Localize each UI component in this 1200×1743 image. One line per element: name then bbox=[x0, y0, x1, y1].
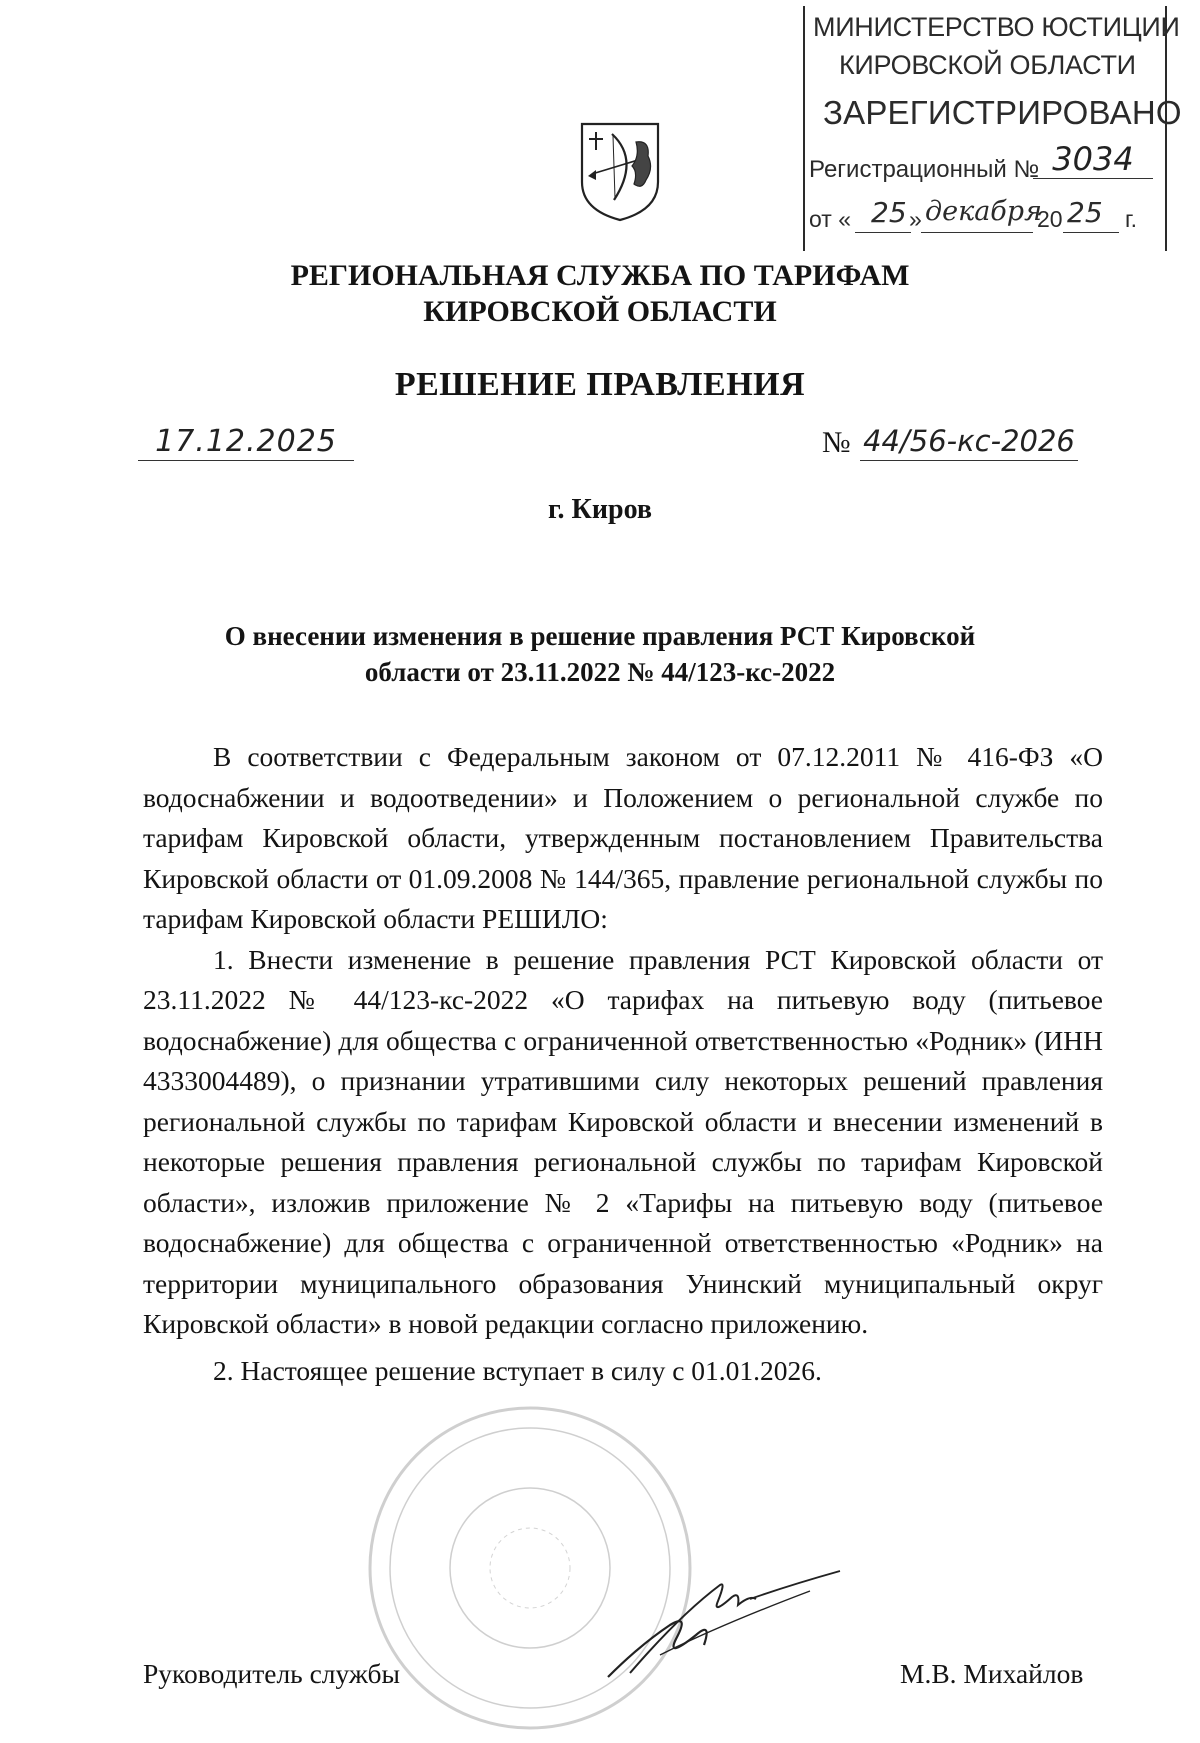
subject-line-2: области от 23.11.2022 № 44/123-кс-2022 bbox=[364, 657, 836, 687]
stamp-year-underline bbox=[1063, 232, 1119, 233]
signatory-name: М.В. Михайлов bbox=[900, 1658, 1084, 1689]
organization-line-2: КИРОВСКОЙ ОБЛАСТИ bbox=[423, 295, 777, 328]
decision-item-1: 1. Внести изменение в решение правления РСТ Кировской области от 23.11.2022 № 44/123-кс-2022 «О тарифах на питьевую воду (питьевое водоснабжение) для общества с ограниченной ответственностью «Родник» (ИНН 4333004489), о признании утратившими силу некоторых решений правления региональной службы по тарифам Кировской области и внесении изменений в некоторые решения правления региональной службы по тарифам Кировской области», изложив приложение № 2 «Тарифы на питьевую воду (питьевое водоснабжение) для общества с ограниченной ответственностью «Родник» на территории муниципального образования Унинский муниципальный округ Кировской области» в новой редакции согласно приложению. bbox=[143, 943, 1103, 1339]
organization-name bbox=[160, 258, 1040, 330]
stamp-month-underline bbox=[921, 232, 1033, 233]
stamp-date-suffix: г. bbox=[1125, 206, 1137, 232]
preamble-paragraph: В соответствии с Федеральным законом от 07.12.2011 № 416-ФЗ «О водоснабжении и водоотведении» и Положением о региональной службе по тарифам Кировской области, утвержденным постановлением Правительства Кировской области от 01.09.2008 № 144/365, правление региональной службы по тарифам Кировской области РЕШИЛО: bbox=[143, 741, 1103, 934]
decision-item-2: 2. Настоящее решение вступает в силу с 01.01.2026. bbox=[213, 1354, 822, 1386]
decision-date: 17.12.2025 bbox=[138, 424, 354, 461]
stamp-ministry: МИНИСТЕРСТВО ЮСТИЦИИ bbox=[813, 12, 1180, 42]
organization-line-1: РЕГИОНАЛЬНАЯ СЛУЖБА ПО ТАРИФАМ bbox=[290, 259, 910, 292]
document-type: РЕШЕНИЕ ПРАВЛЕНИЯ bbox=[394, 366, 806, 403]
stamp-day-underline bbox=[855, 232, 911, 233]
stamp-date-day: 25 bbox=[871, 196, 907, 229]
stamp-status: ЗАРЕГИСТРИРОВАНО bbox=[823, 94, 1182, 131]
signatory-position: Руководитель службы bbox=[143, 1658, 401, 1689]
decision-number: 44/56-кс-2026 bbox=[860, 424, 1078, 461]
handwritten-signature bbox=[600, 1555, 860, 1685]
document-subject bbox=[200, 618, 1000, 690]
document-body bbox=[143, 737, 1103, 1391]
registration-stamp bbox=[803, 6, 1182, 251]
number-sign: № bbox=[822, 426, 851, 459]
stamp-region: КИРОВСКОЙ ОБЛАСТИ bbox=[839, 50, 1136, 80]
stamp-date-year-prefix: 20 bbox=[1037, 206, 1063, 232]
coat-of-arms-icon bbox=[578, 120, 662, 222]
stamp-reg-label: Регистрационный № bbox=[809, 156, 1040, 183]
stamp-date-mid: » bbox=[909, 206, 922, 232]
subject-line-1: О внесении изменения в решение правления РСТ Кировской bbox=[224, 621, 976, 651]
stamp-date-month: декабря bbox=[925, 196, 1042, 227]
stamp-reg-number: 3034 bbox=[1033, 140, 1153, 179]
stamp-date-year-suffix: 25 bbox=[1067, 196, 1103, 229]
stamp-date-prefix: от « bbox=[809, 206, 852, 232]
city: г. Киров bbox=[548, 494, 652, 525]
